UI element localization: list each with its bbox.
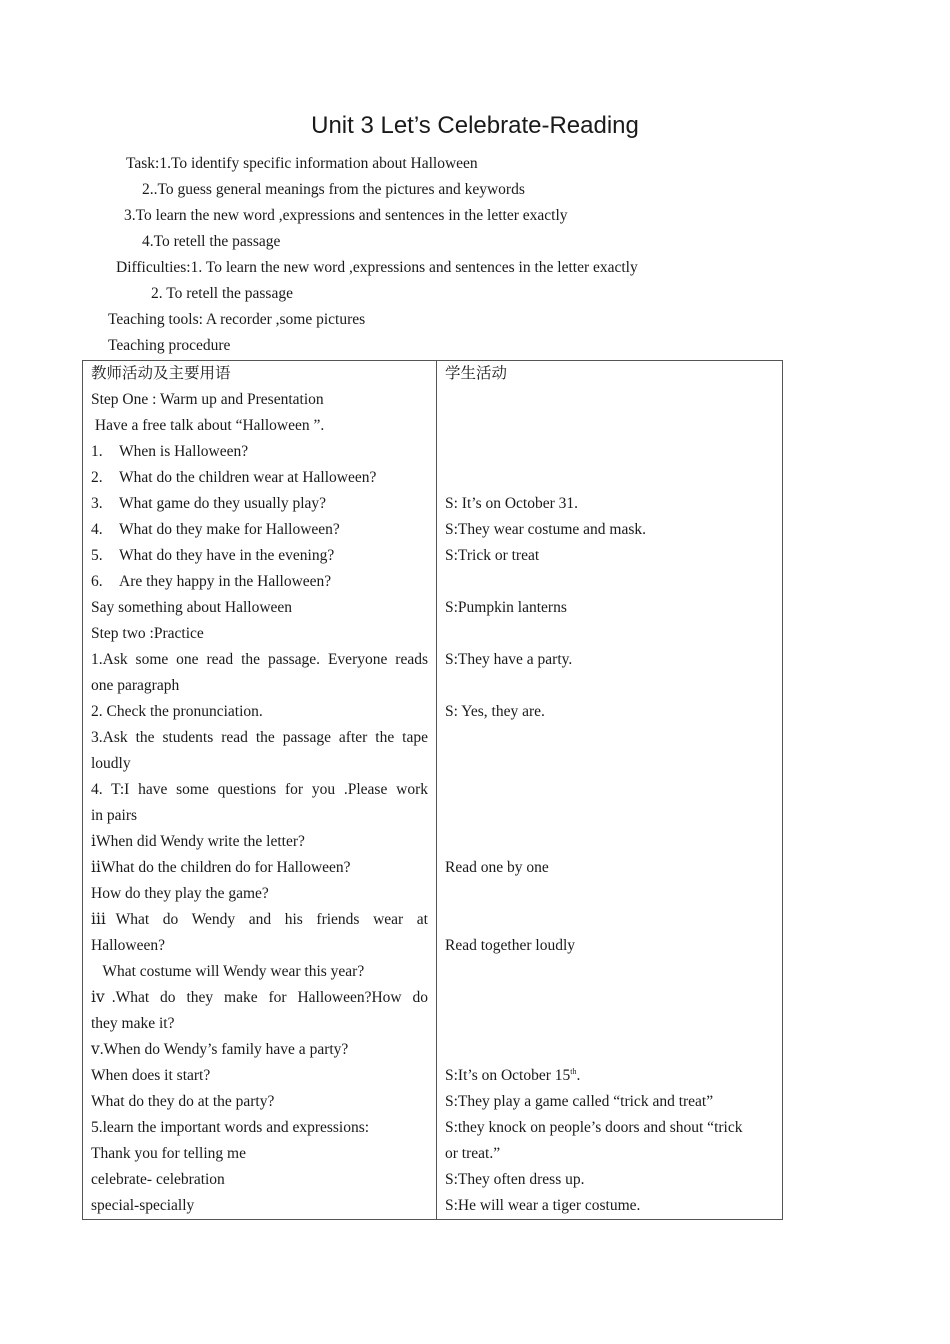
- question-number: 6.: [91, 573, 103, 590]
- question-text: Are they happy in the Halloween?: [119, 573, 332, 590]
- teacher-line: [83, 1037, 436, 1063]
- student-line: [437, 1141, 782, 1167]
- teacher-line: [83, 413, 436, 439]
- student-activity-lines: [437, 387, 782, 1219]
- teacher-line-text: Halloween?: [91, 937, 166, 954]
- teacher-line-text: ⅲWhat do Wendy and his friends wear at: [91, 911, 428, 928]
- student-line-text: S:They often dress up.: [445, 1171, 585, 1188]
- teacher-column-header: 教师活动及主要用语: [91, 365, 231, 382]
- student-line-text: S:Pumpkin lanterns: [445, 599, 567, 616]
- question-number: 5.: [91, 547, 103, 564]
- teacher-line-text: ⅱWhat do the children do for Halloween?: [91, 859, 351, 876]
- teacher-line-text: 1.Ask some one read the passage. Everyone reads: [91, 651, 428, 668]
- student-line-text: S: Yes, they are.: [445, 703, 545, 720]
- teacher-line-text: special-specially: [91, 1197, 195, 1214]
- teacher-line-text: How do they play the game?: [91, 885, 269, 902]
- student-line: [437, 569, 782, 595]
- teacher-line: [83, 777, 436, 803]
- student-line-text: S: It’s on October 31.: [445, 495, 579, 512]
- student-line-text: S:They play a game called “trick and treat”: [445, 1093, 714, 1110]
- teacher-line-text: Have a free talk about “Halloween ”.: [91, 417, 325, 434]
- student-line: [437, 907, 782, 933]
- teacher-line: [83, 803, 436, 829]
- student-line: [437, 725, 782, 751]
- teacher-line: [83, 1063, 436, 1089]
- teacher-line: [83, 855, 436, 881]
- teacher-line-text: What costume will Wendy wear this year?: [91, 963, 365, 980]
- teacher-line-text: What do they do at the party?: [91, 1093, 275, 1110]
- student-line: [437, 829, 782, 855]
- student-line: [437, 1089, 782, 1115]
- teacher-line-text: loudly: [91, 755, 131, 772]
- teacher-line-text: When does it start?: [91, 1067, 211, 1084]
- student-line-text: S:Trick or treat: [445, 547, 540, 564]
- student-line-text: S:they knock on people’s doors and shout “trick: [445, 1119, 743, 1136]
- student-line: [437, 543, 782, 569]
- teacher-activity-lines: [83, 387, 436, 1219]
- student-line: [437, 647, 782, 673]
- question-text: What game do they usually play?: [119, 495, 327, 512]
- student-line: [437, 673, 782, 699]
- teacher-activity-column: [83, 361, 437, 1220]
- question-text: When is Halloween?: [119, 443, 249, 460]
- student-column-header: 学生活动: [445, 365, 508, 382]
- question-text: What do the children wear at Halloween?: [119, 469, 377, 486]
- teacher-line: [83, 751, 436, 777]
- question-number: 2.: [91, 469, 103, 486]
- question-text: What do they make for Halloween?: [119, 521, 340, 538]
- teacher-line-text: Step two :Practice: [91, 625, 204, 642]
- teacher-line: [83, 699, 436, 725]
- student-line: [437, 387, 782, 413]
- student-line: [437, 985, 782, 1011]
- student-line: [437, 595, 782, 621]
- teaching-tools-line: Teaching tools: A recorder ,some pictures: [108, 311, 366, 328]
- teacher-line: [83, 725, 436, 751]
- question-number: 3.: [91, 495, 103, 512]
- student-line: [437, 413, 782, 439]
- teacher-line: [83, 907, 436, 933]
- task-line-2: 2..To guess general meanings from the pictures and keywords: [142, 181, 525, 198]
- task-line-1: Task:1.To identify specific information about Halloween: [126, 155, 478, 172]
- teacher-line: [83, 595, 436, 621]
- teacher-line: [83, 1141, 436, 1167]
- student-line-text: S:It’s on October 15: [445, 1067, 571, 1084]
- student-line: [437, 777, 782, 803]
- difficulties-line-2: 2. To retell the passage: [151, 285, 293, 302]
- student-line-text: S:He will wear a tiger costume.: [445, 1197, 641, 1214]
- teacher-line-text: Thank you for telling me: [91, 1145, 246, 1162]
- student-line: [437, 517, 782, 543]
- student-line: [437, 1193, 782, 1219]
- student-line-text: Read one by one: [445, 859, 549, 876]
- teacher-line: [83, 491, 436, 517]
- student-line: [437, 1167, 782, 1193]
- student-line-text: Read together loudly: [445, 937, 575, 954]
- student-line: [437, 465, 782, 491]
- teacher-line: [83, 387, 436, 413]
- student-line: [437, 933, 782, 959]
- teacher-line-text: 5.learn the important words and expressions:: [91, 1119, 370, 1136]
- teacher-line-text: they make it?: [91, 1015, 175, 1032]
- teacher-line: [83, 439, 436, 465]
- question-text: What do they have in the evening?: [119, 547, 335, 564]
- teacher-line: [83, 1115, 436, 1141]
- teacher-line: [83, 933, 436, 959]
- task-line-4: 4.To retell the passage: [142, 233, 281, 250]
- teacher-line: [83, 517, 436, 543]
- task-line-3: 3.To learn the new word ,expressions and sentences in the letter exactly: [124, 207, 568, 224]
- teacher-line-text: one paragraph: [91, 677, 180, 694]
- question-number: 1.: [91, 443, 103, 460]
- teacher-line: [83, 959, 436, 985]
- teacher-line-text: 2. Check the pronunciation.: [91, 703, 263, 720]
- table-row: [83, 361, 783, 1220]
- student-line: [437, 959, 782, 985]
- teaching-procedure-line: Teaching procedure: [108, 337, 231, 354]
- student-line: [437, 1063, 782, 1089]
- teacher-line-text: ⅴ.When do Wendy’s family have a party?: [91, 1041, 349, 1058]
- teacher-line-text: Step One : Warm up and Presentation: [91, 391, 324, 408]
- date-period: .: [576, 1067, 581, 1084]
- student-line: [437, 1037, 782, 1063]
- teacher-line: [83, 1193, 436, 1219]
- teacher-line: [83, 1011, 436, 1037]
- student-line: [437, 491, 782, 517]
- teacher-line-text: celebrate- celebration: [91, 1171, 225, 1188]
- difficulties-line-1: Difficulties:1. To learn the new word ,expressions and sentences in the letter exactly: [116, 259, 638, 276]
- student-line-text: S:They wear costume and mask.: [445, 521, 647, 538]
- teacher-line: [83, 985, 436, 1011]
- teacher-line: [83, 881, 436, 907]
- teacher-line-text: 3.Ask the students read the passage after the tape: [91, 729, 428, 746]
- student-line: [437, 881, 782, 907]
- superscript-th: th: [570, 1066, 577, 1076]
- question-number: 4.: [91, 521, 103, 538]
- teacher-line-text: 4. T:I have some questions for you .Please work: [91, 781, 428, 798]
- teacher-line: [83, 465, 436, 491]
- teacher-line: [83, 621, 436, 647]
- student-line: [437, 855, 782, 881]
- teacher-line: [83, 647, 436, 673]
- student-line: [437, 751, 782, 777]
- student-line: [437, 1115, 782, 1141]
- teacher-line-text: in pairs: [91, 807, 138, 824]
- student-line-text: or treat.”: [445, 1145, 501, 1162]
- teacher-line-text: Say something about Halloween: [91, 599, 293, 616]
- teacher-line: [83, 1167, 436, 1193]
- teacher-line: [83, 673, 436, 699]
- teacher-line: [83, 829, 436, 855]
- student-line: [437, 1011, 782, 1037]
- procedure-table: [82, 360, 783, 1220]
- student-line-text: S:They have a party.: [445, 651, 573, 668]
- student-activity-column: [437, 361, 783, 1220]
- page-title: Unit 3 Let’s Celebrate-Reading: [311, 112, 639, 139]
- teacher-line: [83, 1089, 436, 1115]
- student-line: [437, 699, 782, 725]
- student-line: [437, 621, 782, 647]
- teacher-line: [83, 569, 436, 595]
- student-line: [437, 803, 782, 829]
- student-line: [437, 439, 782, 465]
- teacher-line-text: ⅰWhen did Wendy write the letter?: [91, 833, 305, 850]
- teacher-line-text: ⅳ.What do they make for Halloween?How do: [91, 989, 428, 1006]
- teacher-line: [83, 543, 436, 569]
